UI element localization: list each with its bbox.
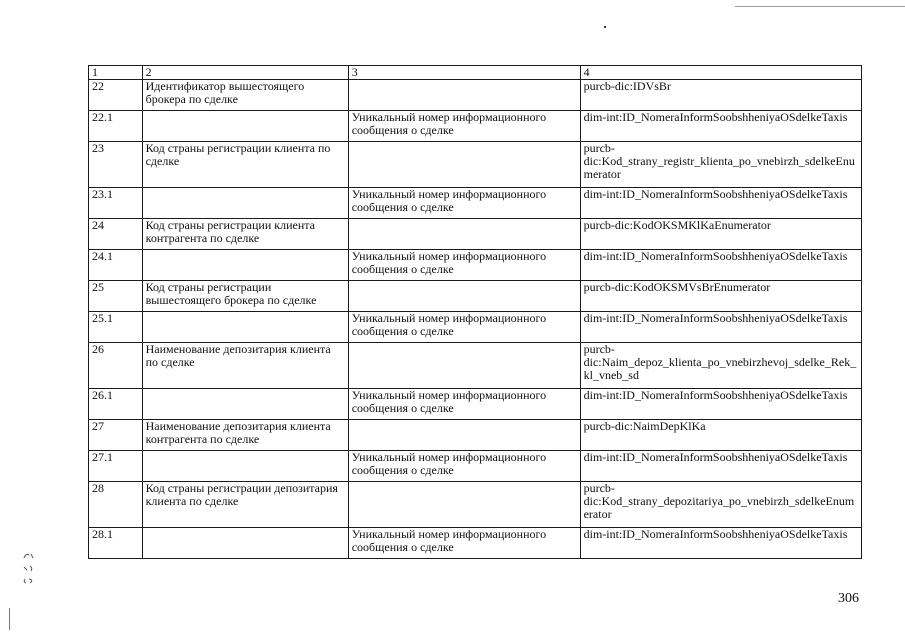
attribute-code: dim-int:ID_NomeraInformSoobshheniyaOSdelkeTaxis bbox=[580, 111, 861, 142]
row-number: 28 bbox=[89, 482, 143, 528]
attribute-description bbox=[348, 142, 580, 188]
attribute-description bbox=[348, 219, 580, 250]
attribute-code: purcb-dic:NaimDepKlKa bbox=[580, 420, 861, 451]
attribute-code: purcb-dic:KodOKSMKlKaEnumerator bbox=[580, 219, 861, 250]
attribute-description bbox=[348, 343, 580, 389]
attribute-name bbox=[142, 188, 348, 219]
attribute-name bbox=[142, 451, 348, 482]
header-cell: 4 bbox=[580, 66, 861, 80]
margin-mark-icon bbox=[22, 564, 36, 572]
table-row bbox=[89, 343, 862, 389]
table-row bbox=[89, 219, 862, 250]
attribute-code: dim-int:ID_NomeraInformSoobshheniyaOSdelkeTaxis bbox=[580, 389, 861, 420]
header-cell: 2 bbox=[142, 66, 348, 80]
table-row bbox=[89, 528, 862, 559]
row-number: 25.1 bbox=[89, 312, 143, 343]
margin-mark-icon bbox=[22, 577, 36, 585]
attribute-table bbox=[88, 65, 862, 559]
table-row bbox=[89, 188, 862, 219]
attribute-code: dim-int:ID_NomeraInformSoobshheniyaOSdelkeTaxis bbox=[580, 312, 861, 343]
attribute-name: Наименование депозитария клиента по сделке bbox=[142, 343, 348, 389]
attribute-description bbox=[348, 80, 580, 111]
row-number: 22.1 bbox=[89, 111, 143, 142]
attribute-description: Уникальный номер информационного сообщения о сделке bbox=[348, 451, 580, 482]
attribute-name: Код страны регистрации вышестоящего брокера по сделке bbox=[142, 281, 348, 312]
row-number: 26 bbox=[89, 343, 143, 389]
table-row bbox=[89, 142, 862, 188]
attribute-description: Уникальный номер информационного сообщения о сделке bbox=[348, 312, 580, 343]
attribute-code: dim-int:ID_NomeraInformSoobshheniyaOSdelkeTaxis bbox=[580, 188, 861, 219]
attribute-code: purcb-dic:Kod_strany_depozitariya_po_vnebirzh_sdelkeEnumerator bbox=[580, 482, 861, 528]
attribute-description: Уникальный номер информационного сообщения о сделке bbox=[348, 528, 580, 559]
attribute-description: Уникальный номер информационного сообщения о сделке bbox=[348, 389, 580, 420]
attribute-name: Код страны регистрации депозитария клиента по сделке bbox=[142, 482, 348, 528]
table-row bbox=[89, 281, 862, 312]
attribute-code: purcb-dic:IDVsBr bbox=[580, 80, 861, 111]
attribute-description: Уникальный номер информационного сообщения о сделке bbox=[348, 250, 580, 281]
attribute-code: purcb-dic:KodOKSMVsBrEnumerator bbox=[580, 281, 861, 312]
row-number: 23 bbox=[89, 142, 143, 188]
row-number: 28.1 bbox=[89, 528, 143, 559]
table-row bbox=[89, 482, 862, 528]
table-row bbox=[89, 312, 862, 343]
attribute-code: dim-int:ID_NomeraInformSoobshheniyaOSdelkeTaxis bbox=[580, 250, 861, 281]
scan-speck bbox=[604, 26, 606, 28]
attribute-name bbox=[142, 528, 348, 559]
header-cell: 3 bbox=[348, 66, 580, 80]
row-number: 22 bbox=[89, 80, 143, 111]
attribute-description: Уникальный номер информационного сообщения о сделке bbox=[348, 111, 580, 142]
header-cell: 1 bbox=[89, 66, 143, 80]
table-row bbox=[89, 389, 862, 420]
table-row bbox=[89, 451, 862, 482]
table-row bbox=[89, 111, 862, 142]
attribute-name: Идентификатор вышестоящего брокера по сделке bbox=[142, 80, 348, 111]
attribute-name bbox=[142, 250, 348, 281]
attribute-code: purcb-dic:Kod_strany_registr_klienta_po_vnebirzh_sdelkeEnumerator bbox=[580, 142, 861, 188]
attribute-name bbox=[142, 312, 348, 343]
row-number: 24 bbox=[89, 219, 143, 250]
page-number: 306 bbox=[838, 591, 859, 606]
row-number: 27 bbox=[89, 420, 143, 451]
row-number: 26.1 bbox=[89, 389, 143, 420]
row-number: 23.1 bbox=[89, 188, 143, 219]
attribute-description bbox=[348, 420, 580, 451]
attribute-description bbox=[348, 281, 580, 312]
attribute-name: Код страны регистрации клиента по сделке bbox=[142, 142, 348, 188]
margin-mark-icon bbox=[22, 552, 36, 560]
table-row bbox=[89, 80, 862, 111]
table-row bbox=[89, 420, 862, 451]
header-row bbox=[89, 66, 862, 80]
row-number: 27.1 bbox=[89, 451, 143, 482]
attribute-code: dim-int:ID_NomeraInformSoobshheniyaOSdelkeTaxis bbox=[580, 528, 861, 559]
left-margin-line bbox=[9, 608, 10, 630]
attribute-name bbox=[142, 389, 348, 420]
attribute-code: dim-int:ID_NomeraInformSoobshheniyaOSdelkeTaxis bbox=[580, 451, 861, 482]
row-number: 24.1 bbox=[89, 250, 143, 281]
attribute-code: purcb-dic:Naim_depoz_klienta_po_vnebirzhevoj_sdelke_Rek_kl_vneb_sd bbox=[580, 343, 861, 389]
attribute-description: Уникальный номер информационного сообщения о сделке bbox=[348, 188, 580, 219]
attribute-name bbox=[142, 111, 348, 142]
attribute-name: Наименование депозитария клиента контрагента по сделке bbox=[142, 420, 348, 451]
attribute-name: Код страны регистрации клиента контрагента по сделке bbox=[142, 219, 348, 250]
table-row bbox=[89, 250, 862, 281]
attribute-description bbox=[348, 482, 580, 528]
top-edge-line bbox=[735, 6, 905, 7]
row-number: 25 bbox=[89, 281, 143, 312]
